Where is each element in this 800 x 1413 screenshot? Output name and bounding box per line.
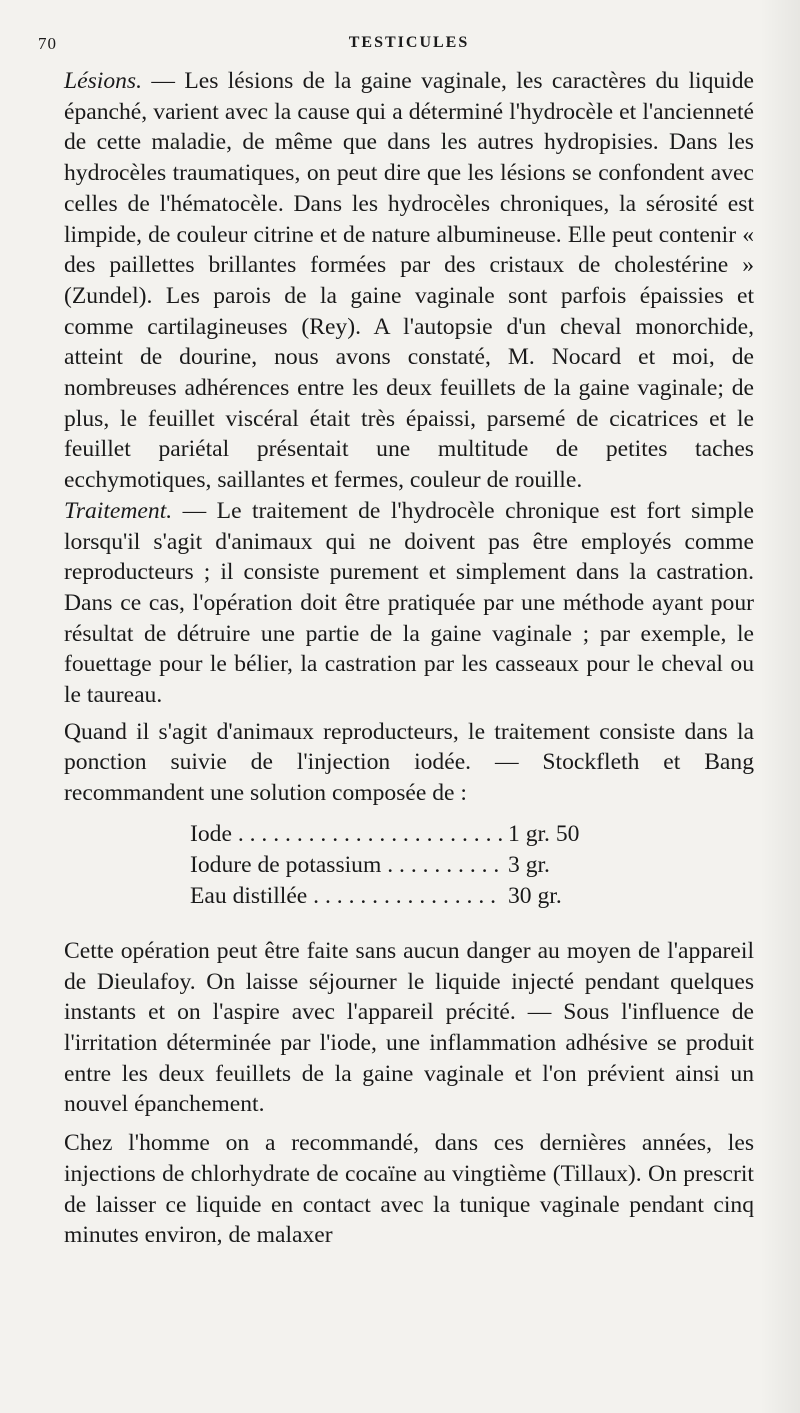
page-header: [38, 30, 754, 66]
paragraph-reproducteurs: Quand il s'agit d'animaux reproducteurs, le traitement consiste dans la ponction suivie de l'injection iodée. — Stockfleth et Bang recommandent une solution composée de :: [64, 718, 754, 807]
recipe-row: [190, 850, 754, 881]
recipe-ingredient: Iode . . .: [190, 819, 502, 850]
recipe-list: [190, 819, 754, 912]
page-edge-shadow: [760, 0, 800, 1413]
recipe-row: [190, 881, 754, 912]
paragraph-traitement-text: — Le traitement de l'hydrocèle chronique est fort simple lorsqu'il s'agit d'animaux qui ne doivent pas être employés comme reproducteurs ; il consiste purement et simplement dans la castration. Dans ce cas, l'opération doit être pratiquée par une méthode ayant pour résultat de détruire une partie de la gaine vaginale ; par exemple, le fouettage pour le bélier, la castration par les casseaux pour le cheval ou le taureau.: [64, 497, 754, 709]
paragraph-traitement: [64, 496, 754, 711]
recipe-quantity: 1 gr. 50: [508, 820, 580, 847]
recipe-ingredient: Iodure de potassium . . .: [190, 850, 502, 881]
section-lead-lesions: Lésions.: [64, 68, 143, 94]
recipe-ingredient: Eau distillée . . .: [190, 881, 502, 912]
paragraph-lesions: [64, 66, 754, 496]
running-head: TESTICULES: [348, 34, 470, 51]
paragraph-lesions-text: — Les lésions de la gaine vaginale, les caractères du liquide épanché, varient avec la cause qui a déterminé l'hydrocèle et l'ancienneté de cette maladie, de même que dans les autres hydropisies. Dans les hydrocèles traumatiques, on peut dire que les lésions se confondent avec celles de l'hématocèle. Dans les hydrocèles chroniques, la sérosité est limpide, de couleur citrine et de nature albumineuse. Elle peut contenir « des paillettes brillantes formées par des cristaux de cholestérine » (Zundel). Les parois de la gaine vaginale sont parfois épaissies et comme cartilagineuses (Rey). A l'autopsie d'un cheval monorchide, atteint de dourine, nous avons constaté, M. Nocard et moi, de nombreuses adhérences entre les deux feuillets de la gaine vaginale; de plus, le feuillet viscéral était très épaissi, parsemé de cicatrices et le feuillet pariétal présentait une multitude de petites taches ecchymotiques, saillantes et fermes, couleur de rouille.: [64, 68, 754, 494]
section-lead-traitement: Traitement.: [64, 497, 173, 524]
paragraph-operation: Cette opération peut être faite sans aucun danger au moyen de l'appareil de Dieulafoy. On laisse séjourner le liquide injecté pendant quelques instants et on l'aspire avec l'appareil précité. — Sous l'influence de l'irritation déterminée par l'iode, une inflammation adhésive se produit entre les deux feuillets de la gaine vaginale et l'on prévient ainsi un nouvel épanchement.: [64, 937, 754, 1118]
paragraph-homme: Chez l'homme on a recommandé, dans ces dernières années, les injections de chlorhydrate de cocaïne au vingtième (Tillaux). On prescrit de laisser ce liquide en contact avec la tunique vaginale pendant cinq minutes environ, de malaxer: [64, 1130, 754, 1249]
page-number: 70: [38, 34, 57, 53]
recipe-quantity: 3 gr.: [508, 851, 550, 878]
recipe-quantity: 30 gr.: [508, 882, 562, 909]
recipe-row: [190, 819, 754, 850]
